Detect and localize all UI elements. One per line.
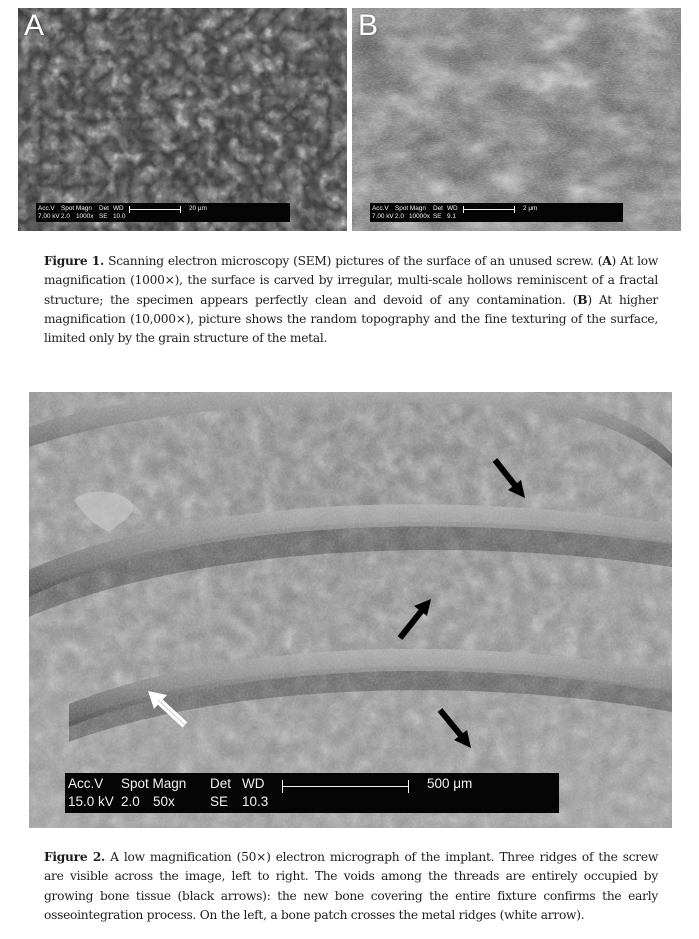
info-label-det: Det xyxy=(433,205,443,212)
info-label-spot-magn: Spot Magn xyxy=(121,776,187,791)
figure2-caption xyxy=(44,848,658,925)
info-value-magn: 10000x xyxy=(409,213,430,220)
sem-texture-fine-network xyxy=(18,8,347,231)
info-value-spot: 2.0 xyxy=(121,794,140,809)
caption-panel-ref-b: B xyxy=(577,292,588,307)
info-value-det: SE xyxy=(433,213,442,220)
scale-bar xyxy=(129,209,181,210)
sem-info-bar xyxy=(36,203,290,222)
info-label-wd: WD xyxy=(242,776,265,791)
info-value-spot: 2.0 xyxy=(61,213,70,220)
info-label-accv: Acc.V xyxy=(68,776,104,791)
info-label-wd: WD xyxy=(113,205,124,212)
info-label-det: Det xyxy=(99,205,109,212)
scale-label: 20 μm xyxy=(189,205,207,212)
sem-info-bar xyxy=(65,773,559,813)
scale-label: 2 μm xyxy=(523,205,538,212)
info-value-accv: 7.00 kV xyxy=(38,213,60,220)
figure1-panel-b-micrograph xyxy=(352,8,681,231)
info-value-wd: 9.1 xyxy=(447,213,456,220)
info-label-det: Det xyxy=(210,776,232,791)
info-label-accv: Acc.V xyxy=(38,205,55,212)
caption-panel-ref-a: A xyxy=(602,254,612,268)
info-value-det: SE xyxy=(210,794,229,809)
caption-label: Figure 1. xyxy=(44,254,105,268)
scale-label: 500 μm xyxy=(427,776,473,791)
info-value-det: SE xyxy=(99,213,108,220)
figure2-micrograph xyxy=(29,392,672,828)
info-label-accv: Acc.V xyxy=(372,205,389,212)
sem-texture-screw-threads xyxy=(29,392,672,828)
caption-text: ) At low magnification (1000×), the surface is carved by irregular, multi-scale hollows reminiscent of a fractal structure; the specimen appears perfectly clean and devoid of any contamination. ( xyxy=(44,254,659,307)
info-value-magn: 1000x xyxy=(76,213,94,220)
caption-text: A low magnification (50×) electron micrograph of the implant. Three ridges of the screw are visible across the image, left to right. The voids among the threads are entirely occupied by growing bone tissue (black arrows): the new bone covering the entire fixture confirms the early osseointegration process. On the left, a bone patch crosses the metal ridges (white arrow). xyxy=(44,850,658,922)
sem-texture-coarse-grain xyxy=(352,8,681,231)
panel-letter: A xyxy=(24,9,45,42)
info-value-magn: 50x xyxy=(153,794,175,809)
info-label-spot-magn: Spot Magn xyxy=(395,205,426,212)
figure1-caption xyxy=(44,252,658,348)
sem-info-bar xyxy=(370,203,623,222)
info-value-wd: 10.0 xyxy=(113,213,126,220)
panel-letter: B xyxy=(358,9,379,42)
caption-text: ) At higher magnification (10,000×), picture shows the random topography and the fine texturing of the surface, limited only by the grain structure of the metal. xyxy=(44,292,658,346)
caption-text: Scanning electron microscopy (SEM) pictures of the surface of an unused screw. ( xyxy=(104,254,603,268)
info-value-wd: 10.3 xyxy=(242,794,269,809)
info-label-spot-magn: Spot Magn xyxy=(61,205,92,212)
scale-bar xyxy=(463,209,515,210)
caption-label: Figure 2. xyxy=(44,850,106,864)
info-label-wd: WD xyxy=(447,205,458,212)
scale-bar xyxy=(282,786,409,787)
info-value-spot: 2.0 xyxy=(395,213,404,220)
figure1-panel-a-micrograph xyxy=(18,8,347,231)
info-value-accv: 15.0 kV xyxy=(68,794,114,809)
info-value-accv: 7.00 kV xyxy=(372,213,394,220)
